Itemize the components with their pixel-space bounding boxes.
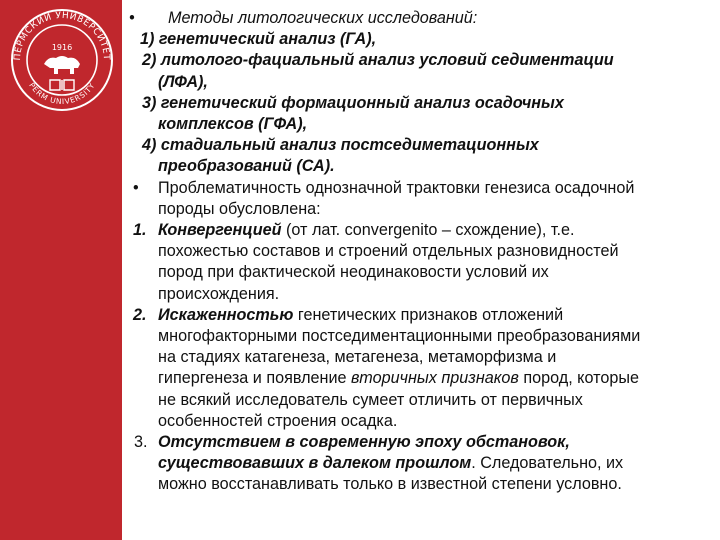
- item-1-cont: происхождения.: [158, 284, 280, 303]
- slide-text: [130, 8, 710, 496]
- item-2: 2. Искаженностью генетических признаков отложений: [130, 305, 710, 326]
- item-3-cont: можно восстанавливать только в известной степени условно.: [158, 475, 622, 494]
- bear-emblem-icon: [44, 56, 80, 74]
- item-2-cont: особенностей строения осадка.: [158, 411, 398, 430]
- item-1-cont: похожестью составов и строений отдельных разновидностей: [158, 242, 619, 261]
- bullet-icon: •: [133, 178, 139, 197]
- methods-heading: • Методы литологических исследований:: [130, 8, 710, 29]
- item-3: 3. Отсутствием в современную эпоху обстановок,: [130, 432, 710, 453]
- item-number: 1.: [133, 221, 147, 240]
- item-2-cont: гипергенеза и появление вторичных признаков пород, которые: [158, 369, 639, 388]
- item-number: 2.: [133, 305, 147, 324]
- bullet-icon: •: [129, 9, 135, 27]
- method-2: 2) литолого-фациальный анализ условий седиментации: [142, 51, 614, 70]
- seal-year: 1916: [51, 43, 73, 52]
- method-2-cont: (ЛФА),: [158, 72, 208, 91]
- method-1: 1) генетический анализ (ГА),: [140, 30, 377, 49]
- item-2-cont: на стадиях катагенеза, метагенеза, метаморфизма и: [158, 348, 557, 367]
- method-4: 4) стадиальный анализ постседиметационных: [142, 136, 539, 155]
- university-seal-icon: [8, 6, 116, 114]
- item-2-cont: не всякий исследователь сумеет отличить от первичных: [158, 390, 583, 409]
- item-number: 3.: [134, 433, 148, 452]
- item-1: 1. Конвергенцией (от лат. convergenito – схождение), т.е.: [130, 220, 710, 241]
- sidebar-band: [0, 0, 122, 540]
- item-2-cont: многофакторными постседиментационными преобразованиями: [158, 327, 641, 346]
- method-3-cont: комплексов (ГФА),: [158, 115, 308, 134]
- problem-paragraph-cont: породы обусловлена:: [158, 199, 321, 218]
- method-4-cont: преобразований (СА).: [158, 157, 335, 176]
- item-3-cont: существовавших в далеком прошлом. Следовательно, их: [158, 454, 624, 473]
- method-3: 3) генетический формационный анализ осадочных: [142, 93, 564, 112]
- seal-top-text: ПЕРМСКИЙ УНИВЕРСИТЕТ: [12, 10, 112, 61]
- seal-bottom-text: PERM UNIVERSITY: [27, 80, 97, 107]
- item-1-cont: пород при фактической неодинаковости условий их: [158, 263, 549, 282]
- problem-paragraph: • Проблематичность однозначной трактовки генезиса осадочной: [130, 178, 710, 199]
